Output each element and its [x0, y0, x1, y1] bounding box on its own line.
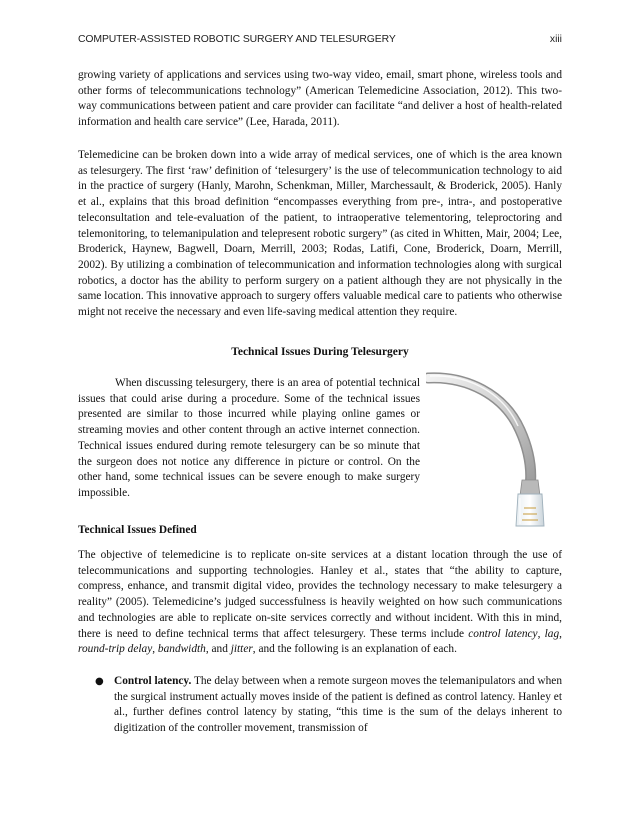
term-round-trip-delay: round-trip delay: [78, 643, 153, 656]
ethernet-cable-icon: [426, 364, 560, 530]
bullet-text: The delay between when a remote surgeon moves the telemanipulators and when the surgical instrument actually moves inside of the patient is defined as control latency. Hanley et al., further defines control latency by stating, “this time is the sum of the delays inherent to digitization of the controller movement, transmission of: [114, 675, 562, 735]
paragraph-technical-issues-intro: When discussing telesurgery, there is an area of potential technical issues that could arise during a procedure. Some of the technical issues presented are similar to those incurred while playing online games or streaming movies and other content through an active internet connection. Technical issues endured during remote telesurgery can be so minute that the surgeon does not notice any difference in picture or control. On the other hand, some technical issues can be severe enough to make surgery impossible.: [78, 377, 420, 499]
running-header: [78, 34, 562, 48]
term-separator: , and: [205, 643, 231, 656]
paragraph-technical-terms-start: The objective of telemedicine is to replicate on-site services at a distant location through the use of telecommunications and supporting technologies. Hanley et al., states that “the ability to capture, compress, enhance, and transmit digital video, provides the technology necessary to make telesurgery a reality” (2005). Telemedicine’s judged successfulness is heavily weighted on how such communications and technologies are able to replicate on-site services correctly and without incident. With this in mind, there is need to define technical terms that affect telesurgery. These terms include: [78, 549, 562, 640]
bullet-list: [78, 674, 562, 737]
term-jitter: jitter: [230, 643, 253, 656]
section-heading-technical-issues: Technical Issues During Telesurgery: [231, 346, 409, 358]
term-separator: ,: [559, 627, 562, 640]
term-separator: ,: [537, 627, 545, 640]
paragraph-telesurgery-definition: Telemedicine can be broken down into a wide array of medical services, one of which is the area known as telesurgery. The first ‘raw’ definition of ‘telesurgery’ is the use of telecommunication technology to aid in the practice of surgery (Hanly, Marohn, Schenkman, Miller, Marchessault, & Broderick, 2005). Hanly et al., explains that this broad definition “encompasses everything from pre-, intra-, and postoperative teleconsultation and tele-evaluation of the patient, to intraoperative telementoring, teleproctoring and telemonitoring, to telemanipulation and telepresent robotic surgery” (as cited in Whitten, Mair, 2004; Lee, Broderick, Haynew, Bagwell, Doarn, Merrill, 2003; Rodas, Latifi, Cone, Broderick, Doarn, Merrill, 2002). By utilizing a combination of telecommunication and information technologies along with surgical robotics, a doctor has the ability to perform surgery on a patient although they are not physically in the same location. This innovative approach to surgery offers valuable medical care to patients who otherwise might not receive the necessary and even life-saving medical attention they require.: [78, 149, 562, 319]
page-number: xiii: [549, 34, 562, 45]
subheading-technical-issues-defined: Technical Issues Defined: [78, 524, 197, 536]
paragraph-telemedicine-continued: growing variety of applications and services using two-way video, email, smart phone, wireless tools and other forms of telecommunications technology” (American Telemedicine Association, 2012). This two-way communications between patient and care provider can facilitate “and deliver a host of health-related information and health care service” (Lee, Harada, 2011).: [78, 69, 562, 129]
paragraph-technical-terms-end: , and the following is an explanation of each.: [252, 643, 457, 656]
term-bandwidth: bandwidth: [157, 643, 206, 656]
term-lag: lag: [544, 627, 560, 640]
bullet-term: Control latency.: [114, 675, 192, 687]
header-title: COMPUTER-ASSISTED ROBOTIC SURGERY AND TELESURGERY: [78, 34, 396, 45]
bullet-dot-icon: ●: [95, 676, 104, 687]
list-item: [78, 674, 562, 737]
term-control-latency: control latency: [468, 627, 538, 640]
paragraph-technical-terms: [78, 548, 562, 658]
term-separator: ,: [152, 643, 158, 656]
